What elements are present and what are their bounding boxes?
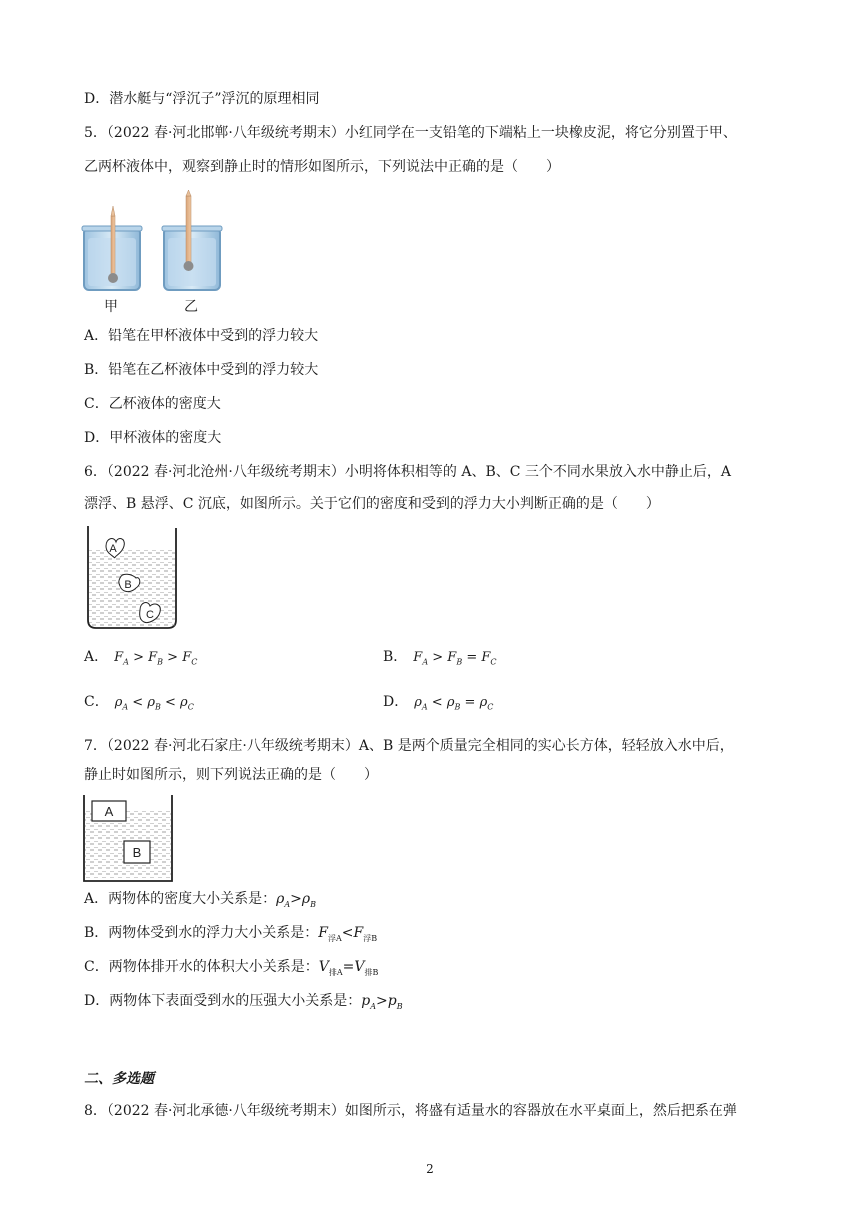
q7-boxes-container-figure (82, 793, 176, 883)
sym: F (182, 650, 192, 665)
q7-option-d (84, 991, 403, 1017)
q7-option-a (84, 889, 316, 915)
q6-option-a-prefix: A． (84, 649, 109, 665)
sub: C (191, 657, 198, 667)
op: < (341, 925, 354, 941)
page-number: 2 (426, 1162, 434, 1176)
sub: B (310, 899, 316, 909)
sym: V (354, 959, 365, 975)
q7-option-a-text: A．两物体的密度大小关系是： (84, 891, 277, 907)
q7-option-c (84, 957, 378, 983)
sub: B (154, 702, 161, 712)
fruit-b-label: B (124, 579, 132, 591)
q5-option-b: B．铅笔在乙杯液体中受到的浮力较大 (84, 362, 319, 378)
sym: F (481, 650, 491, 665)
sub: A (123, 657, 129, 667)
sym: ρ (114, 695, 123, 710)
sym: ρ (446, 695, 455, 710)
sub: B (454, 702, 461, 712)
op: = (462, 650, 482, 665)
q8-stem-line1: 8．（2022 春·河北承德·八年级统考期末）如图所示，将盛有适量水的容器放在水平桌面上，然后把系在弹 (84, 1103, 737, 1119)
beaker-yi (162, 190, 222, 290)
sub: A (421, 702, 428, 712)
q6-option-c-prefix: C． (84, 694, 109, 710)
sub: B (396, 1001, 403, 1011)
sub: 浮B (363, 933, 378, 943)
q6-option-d (383, 692, 493, 718)
op: < (160, 695, 181, 710)
q6-option-c (84, 692, 194, 718)
op: > (128, 650, 149, 665)
sym: ρ (414, 695, 422, 710)
sym: p (387, 993, 397, 1009)
q7-option-d-text: D．两物体下表面受到水的压强大小关系是： (84, 993, 362, 1009)
sym: ρ (301, 891, 311, 907)
sub: C (490, 657, 497, 667)
q6-option-a (84, 647, 197, 673)
sub: C (487, 702, 494, 712)
q5-stem-line2: 乙两杯液体中，观察到静止时的情形如图所示，下列说法中正确的是（ ） (84, 159, 560, 175)
sub: A (122, 702, 129, 712)
sym: F (447, 650, 457, 665)
op: = (460, 695, 480, 710)
sym: ρ (147, 695, 155, 710)
sym: p (361, 993, 371, 1009)
q6-option-b (383, 647, 497, 673)
sub: C (187, 702, 194, 712)
q5-stem-line1: 5．（2022 春·河北邯郸·八年级统考期末）小红同学在一支铅笔的下端粘上一块橡皮泥，将它分别置于甲、 (84, 125, 737, 141)
q5-option-a: A．铅笔在甲杯液体中受到的浮力较大 (84, 328, 319, 344)
sym: F (114, 650, 124, 665)
q7-stem-line2: 静止时如图所示，则下列说法正确的是（ ） (84, 767, 378, 783)
op: = (342, 959, 355, 975)
sym: F (148, 650, 158, 665)
q7-option-c-text: C．两物体排开水的体积大小关系是： (84, 959, 319, 975)
section-heading-multiple-choice: 二、多选题 (84, 1071, 154, 1087)
sub: B (157, 657, 164, 667)
op: > (163, 650, 183, 665)
op: < (128, 695, 148, 710)
sym: ρ (180, 695, 188, 710)
op: > (375, 993, 388, 1009)
q5-option-d: D．甲杯液体的密度大 (84, 430, 222, 446)
sub: 浮A (328, 933, 342, 943)
sub: A (370, 1001, 376, 1011)
q6-stem-line1: 6．（2022 春·河北沧州·八年级统考期末）小明将体积相等的 A、B、C 三个不同水果放入水中静止后，A (84, 464, 732, 480)
sub: B (456, 657, 463, 667)
sub: 排B (364, 967, 379, 977)
q5-beakers-figure (80, 188, 230, 313)
sym: F (353, 925, 364, 941)
sym: ρ (479, 695, 488, 710)
q7-stem-line1: 7．（2022 春·河北石家庄·八年级统考期末）A、B 是两个质量完全相同的实心长方体，轻轻放入水中后， (84, 738, 734, 754)
sub: 排A (328, 967, 343, 977)
sym: ρ (276, 891, 285, 907)
q6-option-b-prefix: B． (383, 649, 408, 665)
q7-option-b-text: B．两物体受到水的浮力大小关系是： (84, 925, 319, 941)
box-a-label: A (104, 804, 114, 819)
fruit-c-label: C (146, 609, 154, 621)
sub: A (422, 657, 429, 667)
sym: V (318, 959, 329, 975)
q5-label-jia: 甲 (104, 299, 118, 315)
box-b-label: B (132, 845, 142, 860)
sym: F (413, 650, 423, 665)
sub: A (284, 899, 291, 909)
q7-option-b (84, 923, 377, 949)
q5-option-c: C．乙杯液体的密度大 (84, 396, 221, 412)
op: > (428, 650, 448, 665)
q6-option-d-prefix: D． (383, 694, 409, 710)
q4-option-d: D．潜水艇与“浮沉子”浮沉的原理相同 (84, 91, 320, 107)
sym: F (318, 925, 329, 941)
op: < (427, 695, 447, 710)
beaker-jia (82, 206, 142, 290)
q5-label-yi: 乙 (184, 299, 198, 315)
fruit-a-label: A (109, 543, 117, 555)
q6-fruits-container-figure (84, 526, 180, 630)
q6-stem-line2: 漂浮、B 悬浮、C 沉底，如图所示。关于它们的密度和受到的浮力大小判断正确的是（ ） (84, 496, 660, 512)
op: > (290, 891, 302, 907)
